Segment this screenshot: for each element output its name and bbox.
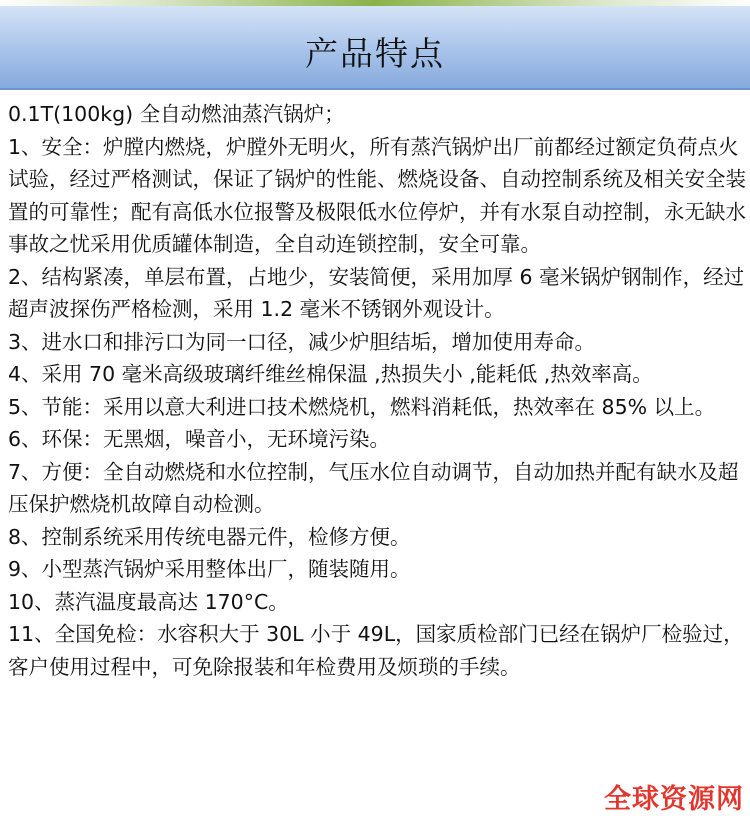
feature-item-8: 8、控制系统采用传统电器元件，检修方便。 [8,524,411,549]
feature-item-9: 9、小型蒸汽锅炉采用整体出厂，随装随用。 [8,557,411,581]
product-intro: 0.1T(100kg) 全自动燃油蒸汽锅炉； [8,102,345,126]
feature-item-2: 2、结构紧凑，单层布置，占地少，安装简便，采用加厚 6 毫米锅炉钢制作，经过超声波探伤严格检测，采用 1.2 毫米不锈钢外观设计。 [8,264,745,321]
page-title: 产品特点 [305,34,445,73]
feature-list [8,98,746,683]
feature-item-1: 1、安全：炉膛内燃烧，炉膛外无明火，所有蒸汽锅炉出厂前都经过额定负荷点火试验，经过严格测试，保证了锅炉的性能、燃烧设备、自动控制系统及相关安全装置的可靠性；配有高低水位报警及极限低水位停炉，并有水泵自动控制，永无缺水事故之忧采用优质罐体制造，全自动连锁控制，安全可靠。 [8,134,746,256]
watermark-logo [594,776,744,816]
feature-item-7: 7、方便：全自动燃烧和水位控制，气压水位自动调节，自动加热并配有缺水及超压保护燃烧机故障自动检测。 [8,459,739,516]
title-banner [0,6,750,90]
feature-item-10: 10、蒸汽温度最高达 170°C。 [8,589,289,614]
feature-item-6: 6、环保：无黑烟，噪音小，无环境污染。 [8,427,391,451]
feature-item-11: 11、全国免检：水容积大于 30L 小于 49L，国家质检部门已经在锅炉厂检验过，客户使用过程中，可免除报装和年检费用及烦琐的手续。 [8,622,744,679]
feature-item-3: 3、进水口和排污口为同一口径，减少炉胆结垢，增加使用寿命。 [8,329,596,354]
watermark-text: 全球资源网 [604,783,744,815]
feature-item-5: 5、节能：采用以意大利进口技术燃烧机，燃料消耗低，热效率在 85% 以上。 [8,394,716,419]
feature-item-4: 4、采用 70 毫米高级玻璃纤维丝棉保温 ,热损失小 ,能耗低 ,热效率高。 [8,362,653,386]
